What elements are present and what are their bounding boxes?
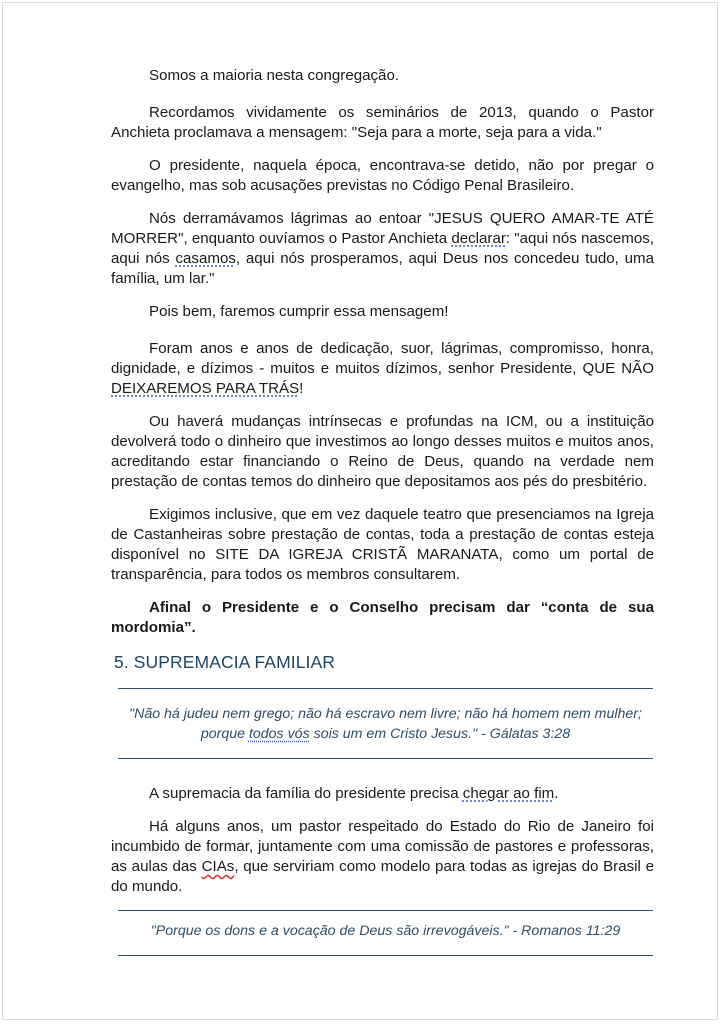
paragraph-bold	[111, 598, 654, 638]
paragraph-text: : "aqui nós nascemos, aqui nós	[111, 230, 654, 267]
paragraph-text: Ou haverá mudanças intrínsecas e profundas na ICM, ou a instituição devolverá todo o dinheiro que investimos ao longo desses muitos e muitos anos, acreditando estar financiando o Reino de Deus, quando na verdade nem prestação de contas temos do dinheiro que depositamos aos pés do presbitério.	[111, 413, 654, 490]
quote-text-part: "Não há judeu nem grego; não há escravo nem livre; não há homem nem mulher; porque	[129, 706, 642, 742]
quote-text: "Porque os dons e a vocação de Deus são irrevogáveis." - Romanos 11:29	[150, 923, 621, 939]
paragraph-text: Exigimos inclusive, que em vez daquele teatro que presenciamos na Igreja de Castanheiras sobre prestação de contas, toda a prestação de contas esteja disponível no SITE DA IGREJA CRISTÃ MARANATA, como um portal de transparência, para todos os membros consultarem.	[111, 506, 654, 583]
blockquote	[118, 910, 653, 956]
paragraph-text: Nós derramávamos lágrimas ao entoar "JESUS QUERO AMAR-TE ATÉ MORRER", enquanto ouvíamos o Pastor Anchieta	[111, 210, 654, 247]
grammar-flagged-word[interactable]: declarar	[451, 230, 506, 247]
paragraph-text: Afinal o Presidente e o Conselho precisam dar “conta de sua mordomia”.	[111, 599, 654, 636]
paragraph-text: Foram anos e anos de dedicação, suor, lágrimas, compromisso, honra, dignidade, e dízimos - muitos e muitos dízimos, senhor Presidente, QUE NÃO	[111, 340, 654, 377]
paragraph-text: Pois bem, faremos cumprir essa mensagem!	[149, 303, 449, 320]
paragraph-text: .	[554, 785, 559, 802]
paragraph	[111, 505, 654, 585]
grammar-flagged-word[interactable]: casamos	[175, 250, 236, 267]
spelling-flagged-word[interactable]: CIAs	[201, 858, 235, 875]
paragraph-text: , aqui nós prosperamos, aqui Deus nos concedeu tudo, uma família, um lar."	[111, 250, 654, 287]
paragraph-text: Há alguns anos, um pastor respeitado do Estado do Rio de Janeiro foi incumbido de formar, juntamente com uma comissão de pastores e professoras, as aulas das	[111, 818, 654, 875]
quote-text	[129, 706, 642, 742]
paragraph	[111, 66, 654, 86]
grammar-flagged-phrase[interactable]: DEIXAREMOS PARA TRÁS	[111, 380, 300, 397]
quote-text-part: sois um em Cristo Jesus." - Gálatas 3:28	[309, 726, 571, 742]
document-body	[111, 66, 654, 956]
paragraph	[111, 339, 654, 399]
paragraph	[111, 156, 654, 196]
paragraph	[111, 209, 654, 289]
section-heading: 5. SUPREMACIA FAMILIAR	[114, 652, 336, 672]
paragraph-text: Recordamos vividamente os seminários de 2013, quando o Pastor Anchieta proclamava a mensagem: "Seja para a morte, seja para a vida."	[111, 104, 654, 141]
paragraph	[111, 412, 654, 492]
paragraph-text: A supremacia da família do presidente precisa	[149, 785, 463, 802]
paragraph	[111, 103, 654, 143]
blockquote	[118, 688, 653, 759]
paragraph	[111, 817, 654, 897]
paragraph	[111, 302, 654, 322]
paragraph-text: !	[299, 380, 304, 397]
paragraph-text: Somos a maioria nesta congregação.	[149, 67, 400, 84]
paragraph-text: O presidente, naquela época, encontrava-se detido, não por pregar o evangelho, mas sob acusações previstas no Código Penal Brasileiro.	[111, 157, 654, 194]
paragraph	[111, 784, 654, 804]
grammar-flagged-phrase[interactable]: todos vós	[248, 726, 310, 742]
grammar-flagged-phrase[interactable]: chegar ao fim	[462, 785, 555, 802]
paragraph-text: , que serviriam como modelo para todas as igrejas do Brasil e do mundo.	[111, 858, 654, 895]
